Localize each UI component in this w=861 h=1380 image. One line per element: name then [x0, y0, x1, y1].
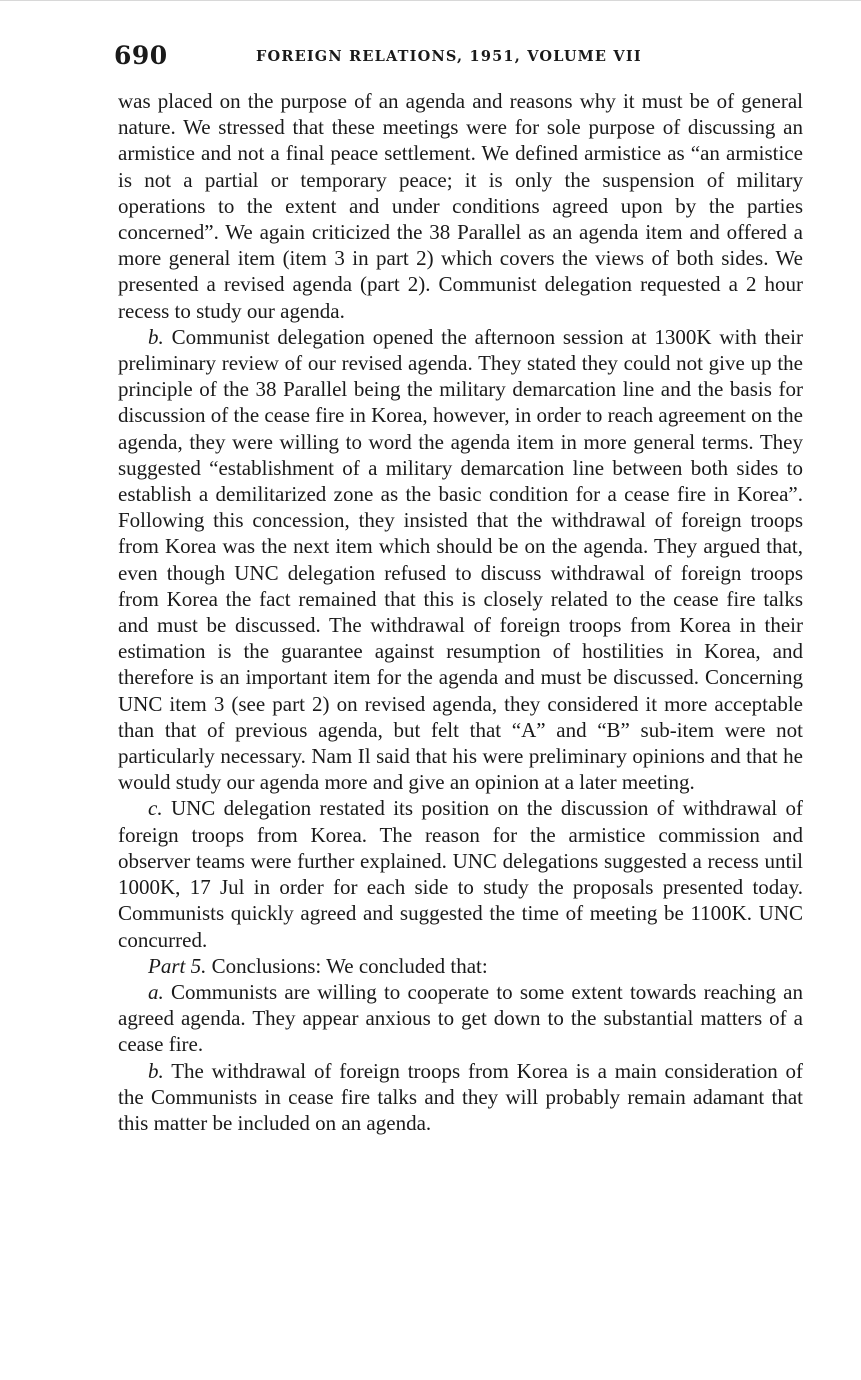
- page-number: 690: [114, 41, 168, 70]
- paragraph-text: Conclusions: We concluded that:: [206, 953, 488, 978]
- paragraph-c: [118, 795, 803, 952]
- paragraph-text: The withdrawal of foreign troops from Korea is a main consideration of the Communists in cease fire talks and they will probably remain adamant that this matter be included on an agenda.: [118, 1058, 803, 1135]
- top-edge-rule: [0, 0, 861, 1]
- page-header: [114, 38, 804, 74]
- paragraph-label: b.: [148, 324, 164, 349]
- paragraph-text: Communists are willing to cooperate to some extent towards reaching an agreed agenda. They appear anxious to get down to the substantial matters of a cease fire.: [118, 979, 803, 1057]
- paragraph-text: was placed on the purpose of an agenda and reasons why it must be of general nature. We stressed that these meetings were for sole purpose of discussing an armistice and not a final peace settlement. We defined armistice as “an armistice is not a partial or temporary peace; it is only the suspension of military operations to the extent and under conditions agreed upon by the parties concerned”. We again criticized the 38 Parallel as an agenda item and offered a more general item (item 3 in part 2) which covers the views of both sides. We presented a revised agenda (part 2). Communist delegation requested a 2 hour recess to study our agenda.: [118, 89, 803, 323]
- paragraph-b: [118, 324, 803, 796]
- running-title: FOREIGN RELATIONS, 1951, VOLUME VII: [256, 48, 642, 65]
- paragraph-label: c.: [148, 796, 163, 821]
- paragraph-a: [118, 979, 803, 1058]
- paragraph-continuation: [118, 88, 803, 324]
- paragraph-text: UNC delegation restated its position on the discussion of withdrawal of foreign troops from Korea. The reason for the armistice commission and observer teams were further explained. UNC delegations suggested a recess until 1000K, 17 Jul in order for each side to study the proposals presented today. Communists quickly agreed and suggested the time of meeting be 1100K. UNC concurred.: [118, 796, 803, 952]
- paragraph-label: Part 5.: [148, 953, 207, 978]
- paragraph-text: Communist delegation opened the afternoon session at 1300K with their preliminary review of our revised agenda. They stated they could not give up the principle of the 38 Parallel being the military demarcation line and the basis for discussion of the cease fire in Korea, however, in order to reach agreement on the agenda, they were willing to word the agenda item in more general terms. They suggested “establishment of a military demarcation line between both sides to establish a demilitarized zone as the basic condition for a cease fire in Korea”. Following this concession, they insisted that the withdrawal of foreign troops from Korea was the next item which should be on the agenda. They argued that, even though UNC delegation refused to discuss withdrawal of foreign troops from Korea the fact remained that this is closely related to the cease fire talks and must be discussed. The withdrawal of foreign troops from Korea in their estimation is the guarantee against resumption of hostilities in Korea, and therefore is an important item for the agenda and must be discussed. Concerning UNC item 3 (see part 2) on revised agenda, they considered it more acceptable than that of previous agenda, but felt that “A” and “B” sub-item were not particularly necessary. Nam Il said that his were preliminary opinions and that he would study our agenda more and give an opinion at a later meeting.: [118, 324, 803, 795]
- paragraph-label: b.: [148, 1058, 164, 1083]
- paragraph-label: a.: [148, 979, 164, 1004]
- body-text: [118, 88, 803, 1136]
- paragraph-b-conclusion: [118, 1058, 803, 1137]
- paragraph-part-5: [118, 953, 803, 979]
